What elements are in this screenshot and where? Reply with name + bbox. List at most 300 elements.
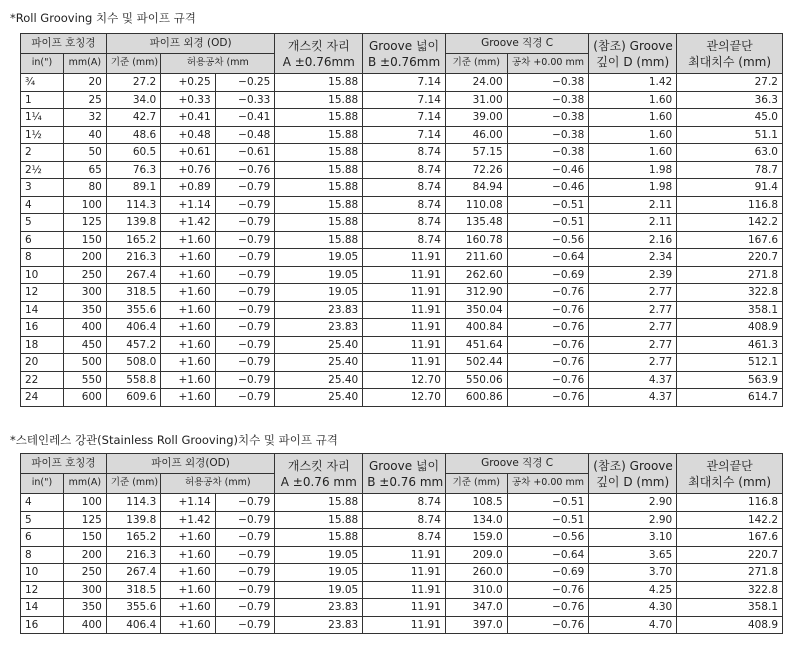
cell-groove-c-tol: −0.38 [507, 144, 589, 162]
table2-title: *스테인레스 강관(Stainless Roll Grooving)치수 및 파이프 규격 [10, 433, 338, 447]
cell-max-end: 220.7 [677, 546, 783, 564]
cell-groove-c-tol: −0.76 [507, 581, 589, 599]
cell-groove-dia-c: 72.26 [445, 161, 507, 179]
cell-groove-width-b: 8.74 [363, 179, 446, 197]
cell-gasket-seat-a: 25.40 [275, 389, 363, 407]
cell-groove-c-tol: −0.38 [507, 109, 589, 127]
cell-groove-depth-d: 3.65 [589, 546, 677, 564]
header-groove-depth-line2: 깊이 D (mm) [596, 474, 670, 489]
table-row [21, 511, 783, 529]
cell-size-mm: 80 [63, 179, 106, 197]
cell-groove-width-b: 11.91 [363, 616, 446, 634]
cell-groove-depth-d: 4.37 [589, 371, 677, 389]
cell-groove-dia-c: 209.0 [445, 546, 507, 564]
cell-groove-width-b: 7.14 [363, 74, 446, 92]
cell-groove-dia-c: 502.44 [445, 354, 507, 372]
cell-groove-width-b: 8.74 [363, 196, 446, 214]
cell-groove-width-b: 8.74 [363, 144, 446, 162]
cell-groove-dia-c: 135.48 [445, 214, 507, 232]
cell-groove-c-tol: −0.76 [507, 354, 589, 372]
cell-size-in: 10 [21, 564, 64, 582]
cell-groove-dia-c: 262.60 [445, 266, 507, 284]
cell-od-tol-minus: −0.25 [215, 74, 275, 92]
table1-title: *Roll Grooving 치수 및 파이프 규격 [10, 11, 196, 25]
header-gasket-seat-line2: A ±0.76 mm [280, 474, 357, 489]
cell-gasket-seat-a: 19.05 [275, 564, 363, 582]
cell-od-tol-plus: +1.60 [161, 581, 215, 599]
cell-od-basic: 139.8 [106, 214, 160, 232]
cell-groove-c-tol: −0.56 [507, 231, 589, 249]
cell-max-end: 27.2 [677, 74, 783, 92]
cell-max-end: 358.1 [677, 599, 783, 617]
cell-groove-width-b: 11.91 [363, 546, 446, 564]
table-row [21, 179, 783, 197]
table-row [21, 581, 783, 599]
cell-max-end: 91.4 [677, 179, 783, 197]
header-pipe-nominal: 파이프 호칭경 [21, 34, 107, 54]
cell-od-basic: 165.2 [106, 529, 160, 547]
table-row [21, 529, 783, 547]
cell-size-mm: 350 [63, 599, 106, 617]
cell-od-tol-plus: +1.42 [161, 214, 215, 232]
cell-groove-width-b: 8.74 [363, 231, 446, 249]
header-pipe-od: 파이프 외경 (OD) [106, 34, 275, 54]
cell-size-in: 2½ [21, 161, 64, 179]
cell-groove-dia-c: 24.00 [445, 74, 507, 92]
header-max-end [677, 454, 783, 494]
cell-groove-width-b: 7.14 [363, 109, 446, 127]
cell-od-basic: 42.7 [106, 109, 160, 127]
header-groove-diameter: Groove 직경 C [445, 454, 588, 474]
cell-od-tol-plus: +1.60 [161, 599, 215, 617]
header-max-end [677, 34, 783, 74]
cell-groove-depth-d: 2.39 [589, 266, 677, 284]
cell-groove-dia-c: 160.78 [445, 231, 507, 249]
cell-groove-width-b: 7.14 [363, 91, 446, 109]
cell-gasket-seat-a: 15.88 [275, 144, 363, 162]
cell-size-mm: 150 [63, 231, 106, 249]
cell-groove-width-b: 12.70 [363, 389, 446, 407]
cell-od-tol-minus: −0.79 [215, 529, 275, 547]
cell-size-mm: 125 [63, 214, 106, 232]
table2-body [21, 494, 783, 634]
cell-size-in: ¾ [21, 74, 64, 92]
cell-max-end: 358.1 [677, 301, 783, 319]
cell-groove-width-b: 11.91 [363, 581, 446, 599]
header-gasket-seat-line1: 개스킷 자리 [287, 458, 350, 473]
cell-size-in: 14 [21, 301, 64, 319]
cell-od-tol-minus: −0.79 [215, 371, 275, 389]
cell-od-tol-minus: −0.79 [215, 179, 275, 197]
cell-gasket-seat-a: 19.05 [275, 546, 363, 564]
header-od-tolerance: 허용공차 (mm) [161, 474, 275, 494]
cell-groove-c-tol: −0.76 [507, 599, 589, 617]
cell-gasket-seat-a: 23.83 [275, 319, 363, 337]
cell-od-tol-plus: +1.60 [161, 564, 215, 582]
cell-groove-c-tol: −0.64 [507, 249, 589, 267]
cell-groove-width-b: 12.70 [363, 371, 446, 389]
header-c-basic: 기준 (mm) [445, 54, 507, 74]
cell-size-in: 22 [21, 371, 64, 389]
cell-size-mm: 200 [63, 546, 106, 564]
cell-od-basic: 114.3 [106, 494, 160, 512]
cell-groove-dia-c: 600.86 [445, 389, 507, 407]
cell-groove-dia-c: 211.60 [445, 249, 507, 267]
table-row [21, 564, 783, 582]
cell-groove-depth-d: 1.60 [589, 91, 677, 109]
cell-max-end: 45.0 [677, 109, 783, 127]
cell-od-tol-minus: −0.79 [215, 319, 275, 337]
cell-od-tol-minus: −0.79 [215, 581, 275, 599]
cell-groove-depth-d: 2.77 [589, 319, 677, 337]
cell-od-tol-minus: −0.79 [215, 616, 275, 634]
cell-gasket-seat-a: 19.05 [275, 249, 363, 267]
cell-max-end: 78.7 [677, 161, 783, 179]
cell-groove-dia-c: 134.0 [445, 511, 507, 529]
cell-groove-dia-c: 310.0 [445, 581, 507, 599]
cell-od-tol-plus: +1.60 [161, 319, 215, 337]
cell-groove-c-tol: −0.38 [507, 74, 589, 92]
cell-od-basic: 27.2 [106, 74, 160, 92]
cell-od-tol-minus: −0.79 [215, 354, 275, 372]
header-groove-width-line2: B ±0.76 mm [367, 474, 444, 489]
cell-size-in: 6 [21, 231, 64, 249]
cell-gasket-seat-a: 15.88 [275, 91, 363, 109]
table-row [21, 126, 783, 144]
cell-size-in: 6 [21, 529, 64, 547]
cell-groove-width-b: 8.74 [363, 494, 446, 512]
cell-size-in: 18 [21, 336, 64, 354]
header-groove-depth-line1: (참조) Groove [593, 458, 673, 473]
cell-groove-c-tol: −0.76 [507, 319, 589, 337]
header-mm: mm(A) [63, 54, 106, 74]
cell-size-mm: 250 [63, 266, 106, 284]
cell-od-tol-minus: −0.79 [215, 266, 275, 284]
cell-od-tol-minus: −0.79 [215, 336, 275, 354]
cell-size-mm: 125 [63, 511, 106, 529]
cell-groove-dia-c: 31.00 [445, 91, 507, 109]
cell-od-tol-plus: +0.89 [161, 179, 215, 197]
table-row [21, 371, 783, 389]
cell-od-basic: 609.6 [106, 389, 160, 407]
cell-groove-c-tol: −0.76 [507, 616, 589, 634]
cell-gasket-seat-a: 19.05 [275, 266, 363, 284]
cell-size-in: 4 [21, 196, 64, 214]
cell-od-tol-plus: +1.14 [161, 196, 215, 214]
cell-groove-dia-c: 312.90 [445, 284, 507, 302]
cell-od-tol-plus: +1.60 [161, 529, 215, 547]
header-c-basic: 기준 (mm) [445, 474, 507, 494]
header-groove-width [363, 34, 446, 74]
cell-od-tol-plus: +1.60 [161, 301, 215, 319]
cell-groove-c-tol: −0.51 [507, 214, 589, 232]
cell-groove-c-tol: −0.76 [507, 301, 589, 319]
cell-gasket-seat-a: 15.88 [275, 109, 363, 127]
cell-size-in: 8 [21, 249, 64, 267]
cell-max-end: 220.7 [677, 249, 783, 267]
cell-max-end: 322.8 [677, 581, 783, 599]
cell-groove-c-tol: −0.38 [507, 126, 589, 144]
cell-groove-depth-d: 1.98 [589, 161, 677, 179]
cell-od-tol-plus: +1.60 [161, 249, 215, 267]
cell-groove-c-tol: −0.51 [507, 511, 589, 529]
cell-od-basic: 318.5 [106, 581, 160, 599]
cell-od-basic: 48.6 [106, 126, 160, 144]
cell-size-in: 5 [21, 214, 64, 232]
cell-groove-depth-d: 2.77 [589, 284, 677, 302]
table-row [21, 144, 783, 162]
cell-groove-depth-d: 4.37 [589, 389, 677, 407]
cell-od-basic: 508.0 [106, 354, 160, 372]
cell-size-in: 24 [21, 389, 64, 407]
table-row [21, 301, 783, 319]
cell-groove-depth-d: 1.60 [589, 144, 677, 162]
cell-size-in: 12 [21, 284, 64, 302]
cell-max-end: 51.1 [677, 126, 783, 144]
header-max-end-line2: 최대치수 (mm) [688, 54, 772, 69]
cell-max-end: 271.8 [677, 564, 783, 582]
cell-od-tol-plus: +1.60 [161, 284, 215, 302]
cell-groove-depth-d: 4.70 [589, 616, 677, 634]
cell-od-tol-plus: +1.60 [161, 371, 215, 389]
cell-size-mm: 65 [63, 161, 106, 179]
cell-groove-depth-d: 1.42 [589, 74, 677, 92]
cell-groove-dia-c: 451.64 [445, 336, 507, 354]
cell-groove-c-tol: −0.56 [507, 529, 589, 547]
cell-size-mm: 32 [63, 109, 106, 127]
table-row [21, 284, 783, 302]
cell-size-mm: 250 [63, 564, 106, 582]
cell-groove-depth-d: 4.30 [589, 599, 677, 617]
cell-max-end: 512.1 [677, 354, 783, 372]
cell-gasket-seat-a: 23.83 [275, 599, 363, 617]
cell-od-tol-minus: −0.79 [215, 389, 275, 407]
cell-od-tol-minus: −0.79 [215, 196, 275, 214]
cell-size-mm: 150 [63, 529, 106, 547]
table-row [21, 319, 783, 337]
cell-groove-dia-c: 108.5 [445, 494, 507, 512]
cell-od-tol-minus: −0.79 [215, 284, 275, 302]
cell-groove-depth-d: 2.16 [589, 231, 677, 249]
cell-groove-c-tol: −0.76 [507, 336, 589, 354]
cell-od-tol-minus: −0.48 [215, 126, 275, 144]
cell-od-tol-minus: −0.79 [215, 214, 275, 232]
header-gasket-seat-line2: A ±0.76mm [282, 54, 355, 69]
table-row [21, 109, 783, 127]
header-groove-depth-line2: 깊이 D (mm) [596, 54, 670, 69]
cell-groove-c-tol: −0.69 [507, 564, 589, 582]
cell-max-end: 36.3 [677, 91, 783, 109]
cell-groove-width-b: 11.91 [363, 599, 446, 617]
cell-size-in: 3 [21, 179, 64, 197]
cell-gasket-seat-a: 15.88 [275, 196, 363, 214]
cell-gasket-seat-a: 15.88 [275, 494, 363, 512]
table-row [21, 546, 783, 564]
cell-groove-width-b: 11.91 [363, 564, 446, 582]
cell-od-basic: 267.4 [106, 564, 160, 582]
header-groove-depth [589, 34, 677, 74]
cell-od-tol-plus: +0.41 [161, 109, 215, 127]
table-row [21, 494, 783, 512]
header-pipe-od: 파이프 외경(OD) [106, 454, 275, 474]
cell-groove-dia-c: 550.06 [445, 371, 507, 389]
cell-od-basic: 457.2 [106, 336, 160, 354]
cell-groove-depth-d: 1.98 [589, 179, 677, 197]
cell-od-basic: 355.6 [106, 301, 160, 319]
cell-od-basic: 165.2 [106, 231, 160, 249]
header-in: in(") [21, 54, 64, 74]
cell-od-tol-minus: −0.79 [215, 546, 275, 564]
cell-groove-dia-c: 39.00 [445, 109, 507, 127]
cell-size-in: 14 [21, 599, 64, 617]
cell-od-tol-plus: +1.60 [161, 546, 215, 564]
header-max-end-line2: 최대치수 (mm) [688, 474, 772, 489]
cell-size-mm: 300 [63, 284, 106, 302]
cell-od-tol-minus: −0.79 [215, 301, 275, 319]
cell-od-tol-plus: +1.60 [161, 266, 215, 284]
table-row [21, 196, 783, 214]
cell-gasket-seat-a: 25.40 [275, 336, 363, 354]
cell-size-in: 12 [21, 581, 64, 599]
table1-body [21, 74, 783, 407]
cell-max-end: 408.9 [677, 616, 783, 634]
cell-max-end: 271.8 [677, 266, 783, 284]
cell-gasket-seat-a: 23.83 [275, 616, 363, 634]
header-groove-width-line1: Groove 넓이 [369, 38, 440, 53]
cell-groove-dia-c: 110.08 [445, 196, 507, 214]
cell-od-tol-minus: −0.76 [215, 161, 275, 179]
cell-groove-dia-c: 397.0 [445, 616, 507, 634]
cell-size-in: 4 [21, 494, 64, 512]
cell-od-basic: 89.1 [106, 179, 160, 197]
cell-od-basic: 355.6 [106, 599, 160, 617]
cell-od-tol-minus: −0.79 [215, 564, 275, 582]
cell-groove-width-b: 8.74 [363, 214, 446, 232]
cell-gasket-seat-a: 15.88 [275, 231, 363, 249]
cell-groove-width-b: 11.91 [363, 301, 446, 319]
cell-size-mm: 100 [63, 494, 106, 512]
cell-groove-width-b: 7.14 [363, 126, 446, 144]
cell-od-basic: 216.3 [106, 546, 160, 564]
cell-size-mm: 300 [63, 581, 106, 599]
cell-groove-depth-d: 2.11 [589, 196, 677, 214]
cell-od-tol-minus: −0.33 [215, 91, 275, 109]
cell-groove-c-tol: −0.76 [507, 284, 589, 302]
cell-groove-c-tol: −0.64 [507, 546, 589, 564]
cell-max-end: 322.8 [677, 284, 783, 302]
table-row [21, 354, 783, 372]
roll-grooving-table [20, 33, 783, 407]
cell-groove-dia-c: 260.0 [445, 564, 507, 582]
cell-size-mm: 600 [63, 389, 106, 407]
cell-size-mm: 400 [63, 616, 106, 634]
header-od-basic: 기준 (mm) [106, 474, 160, 494]
cell-size-in: 10 [21, 266, 64, 284]
table-row [21, 231, 783, 249]
cell-max-end: 408.9 [677, 319, 783, 337]
cell-od-basic: 139.8 [106, 511, 160, 529]
table-row [21, 336, 783, 354]
cell-size-mm: 50 [63, 144, 106, 162]
header-groove-depth [589, 454, 677, 494]
cell-max-end: 116.8 [677, 494, 783, 512]
cell-max-end: 614.7 [677, 389, 783, 407]
cell-od-basic: 114.3 [106, 196, 160, 214]
cell-groove-width-b: 11.91 [363, 354, 446, 372]
table-row [21, 161, 783, 179]
cell-groove-depth-d: 1.60 [589, 126, 677, 144]
table-row [21, 266, 783, 284]
cell-gasket-seat-a: 25.40 [275, 371, 363, 389]
cell-od-tol-minus: −0.79 [215, 231, 275, 249]
cell-groove-depth-d: 3.70 [589, 564, 677, 582]
cell-size-in: 2 [21, 144, 64, 162]
cell-od-basic: 216.3 [106, 249, 160, 267]
cell-size-mm: 450 [63, 336, 106, 354]
cell-od-tol-plus: +1.14 [161, 494, 215, 512]
cell-gasket-seat-a: 15.88 [275, 161, 363, 179]
table-row [21, 599, 783, 617]
table-row [21, 91, 783, 109]
header-max-end-line1: 관의끝단 [706, 458, 753, 473]
cell-max-end: 116.8 [677, 196, 783, 214]
cell-max-end: 461.3 [677, 336, 783, 354]
cell-size-mm: 25 [63, 91, 106, 109]
cell-groove-c-tol: −0.46 [507, 161, 589, 179]
cell-od-tol-plus: +0.33 [161, 91, 215, 109]
cell-size-mm: 500 [63, 354, 106, 372]
cell-od-tol-plus: +0.25 [161, 74, 215, 92]
cell-size-in: 8 [21, 546, 64, 564]
cell-od-basic: 60.5 [106, 144, 160, 162]
cell-od-basic: 76.3 [106, 161, 160, 179]
cell-groove-dia-c: 400.84 [445, 319, 507, 337]
header-od-basic: 기준 (mm) [106, 54, 160, 74]
header-groove-width [363, 454, 446, 494]
header-in: in(") [21, 474, 64, 494]
table-row [21, 214, 783, 232]
header-pipe-nominal: 파이프 호칭경 [21, 454, 107, 474]
stainless-roll-grooving-table [20, 453, 783, 634]
cell-gasket-seat-a: 15.88 [275, 126, 363, 144]
cell-gasket-seat-a: 19.05 [275, 581, 363, 599]
table-row [21, 74, 783, 92]
cell-groove-c-tol: −0.76 [507, 389, 589, 407]
cell-od-basic: 406.4 [106, 319, 160, 337]
cell-groove-depth-d: 2.77 [589, 301, 677, 319]
cell-gasket-seat-a: 15.88 [275, 511, 363, 529]
cell-max-end: 63.0 [677, 144, 783, 162]
cell-groove-dia-c: 347.0 [445, 599, 507, 617]
cell-groove-depth-d: 2.11 [589, 214, 677, 232]
cell-od-tol-minus: −0.79 [215, 249, 275, 267]
cell-od-tol-plus: +0.61 [161, 144, 215, 162]
cell-od-tol-plus: +0.76 [161, 161, 215, 179]
cell-groove-width-b: 11.91 [363, 336, 446, 354]
cell-gasket-seat-a: 23.83 [275, 301, 363, 319]
table-row [21, 389, 783, 407]
cell-max-end: 167.6 [677, 529, 783, 547]
cell-size-in: 1½ [21, 126, 64, 144]
header-groove-width-line1: Groove 넓이 [369, 458, 440, 473]
cell-od-tol-minus: −0.79 [215, 599, 275, 617]
cell-groove-width-b: 11.91 [363, 319, 446, 337]
cell-gasket-seat-a: 25.40 [275, 354, 363, 372]
cell-groove-dia-c: 159.0 [445, 529, 507, 547]
cell-od-basic: 558.8 [106, 371, 160, 389]
cell-groove-depth-d: 2.77 [589, 336, 677, 354]
cell-size-in: 1¼ [21, 109, 64, 127]
